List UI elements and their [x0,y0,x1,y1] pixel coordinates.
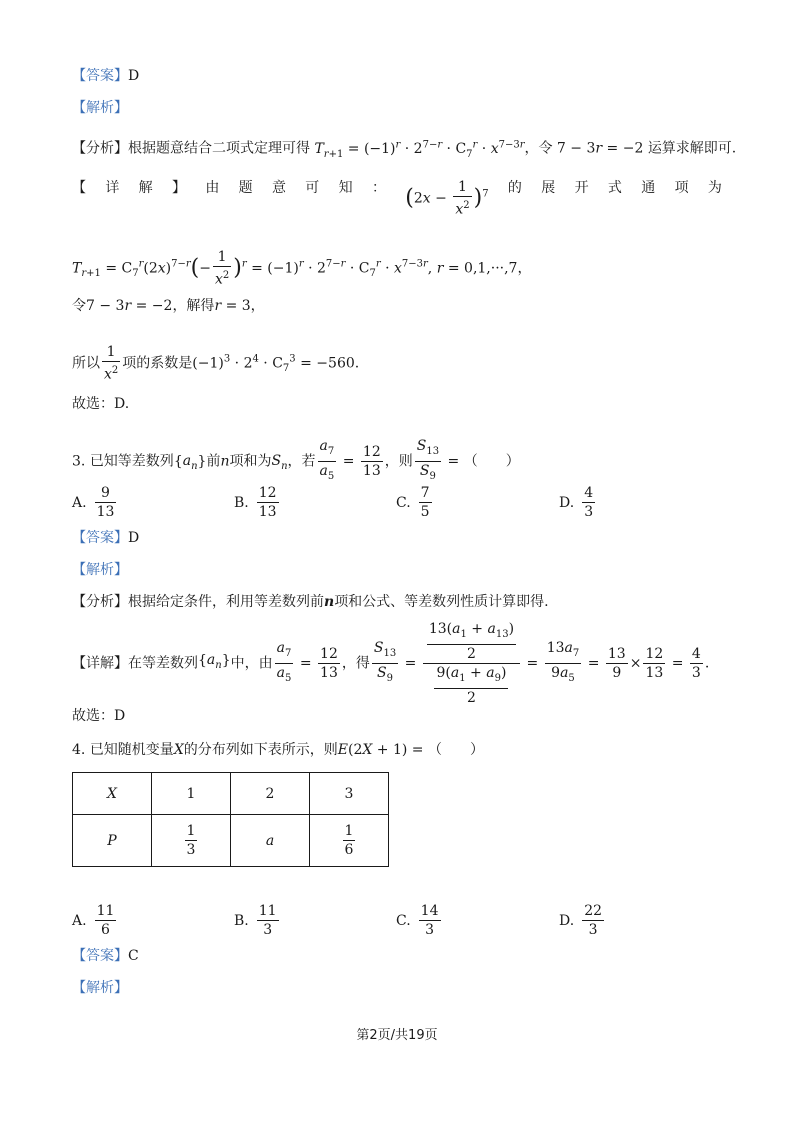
q4-option-d[interactable]: D. $\frac{22}{3}$ [559,903,603,938]
q3-answer-line: 【答案】D [72,530,140,546]
table-row: X 1 2 3 [73,773,389,815]
q4-analysis-line: 【解析】 [72,980,128,996]
detail-line-prev [72,178,722,219]
distribution-table [72,772,389,867]
binomial-expr: (2x − $\frac{1}{x^2}$ )$^7$ [405,179,489,218]
q3-option-a[interactable]: A. $\frac{9}{13}$ [72,485,115,520]
q4-option-a[interactable]: A. $\frac{11}{6}$ [72,903,115,938]
table-row: P $\frac{1}{3}$ a $\frac{1}{6}$ [73,815,389,867]
q4-option-c[interactable]: C. $\frac{14}{3}$ [396,903,439,938]
analysis-line-prev [72,98,128,118]
coefficient-line: 所以 $\frac{1}{x^2}$ 项的系数是$(-1)^3 \cdot 2^4 \cdot C_7^3 = -560$. [72,344,360,383]
compound-fraction: $\frac{\frac{13(a_1 + a_{13})}{2}}{\frac{9(a_1 + a_9)}{2}}$ [423,620,520,707]
analysis-tag: 【解析】 [72,100,128,116]
q3-conclusion: 故选：D [72,708,126,724]
general-term-expansion: $T_{r+1} = C_7^r(2x)^{7-r}(-$ $\frac{1}{x^2}$ )$^r = (-1)^r \cdot 2^{7-r} \cdot C_7^r \cdot x^{7-3r}$, r = 0,1,···,7， [72,249,532,288]
q3-option-c[interactable]: C. $\frac{7}{5}$ [396,485,430,520]
q3-option-d[interactable]: D. $\frac{4}{3}$ [559,485,594,520]
q3-fenxi-line: 【分析】根据给定条件，利用等差数列前n项和公式、等差数列性质计算即得. [72,594,549,610]
q3-answer: D [128,530,140,546]
conclusion-prev: 故选：D. [72,396,130,412]
page-footer: 第2页/共19页 [356,1028,438,1043]
q3-analysis-line: 【解析】 [72,562,128,578]
q3-stem: 3. 已知等差数列$\{a_n\}$前n项和为$S_n$，若 $\frac{a_7}{a_5}$ = $\frac{12}{13}$ ，则 $\frac{S_{13}}{S_9}$ = （ ） [72,438,520,482]
q4-stem: 4. 已知随机变量X的分布列如下表所示，则E(2X + 1) = （ ） [72,742,484,758]
solve-r-line: 令7 − 3r = −2，解得r = 3， [72,298,265,314]
answer-line-prev [72,66,139,86]
q4-answer-line: 【答案】C [72,948,139,964]
fenxi-text: 根据题意结合二项式定理可得 [128,140,310,157]
formula-general-term: $T_{r+1} = (-1)^r \cdot 2^{7-r} \cdot C_7^r \cdot x^{7-3r}$ [314,139,525,160]
detail-spread: 【 详 解 】 由 题 意 可 知 ： (2x − $\frac{1}{x^2}$ )$^7$ 的 展 开 式 通 项 为 [72,179,722,218]
fenxi-line-prev: 【分析】根据题意结合二项式定理可得 $T_{r+1} = (-1)^r \cdot 2^{7-r} \cdot C_7^r \cdot x^{7-3r}$，令 7 − 3r = −2 运算求解即可. [72,139,737,160]
fenxi-tag: 【分析】 [72,140,128,157]
q4-answer: C [128,948,139,964]
q4-option-b[interactable]: B. $\frac{11}{3}$ [234,903,277,938]
answer-tag: 【答案】 [72,68,128,84]
answer-value: D [128,68,140,84]
q3-option-b[interactable]: B. $\frac{12}{13}$ [234,485,277,520]
q3-detail-line: 【详解】在等差数列$\{a_n\}$中，由 $\frac{a_7}{a_5}$ = $\frac{12}{13}$ ，得 $\frac{S_{13}}{S_9}$ = $\frac{\frac{13(a_1 + a_{13})}{2}}{\frac{9(a_1 + a_9)}{2}}$ = $\frac{13a_7}{9a_5}$ = $\frac{13}{9}$ × $\frac{12}{13}$ = $\frac{4}{3}$ . [72,621,710,706]
